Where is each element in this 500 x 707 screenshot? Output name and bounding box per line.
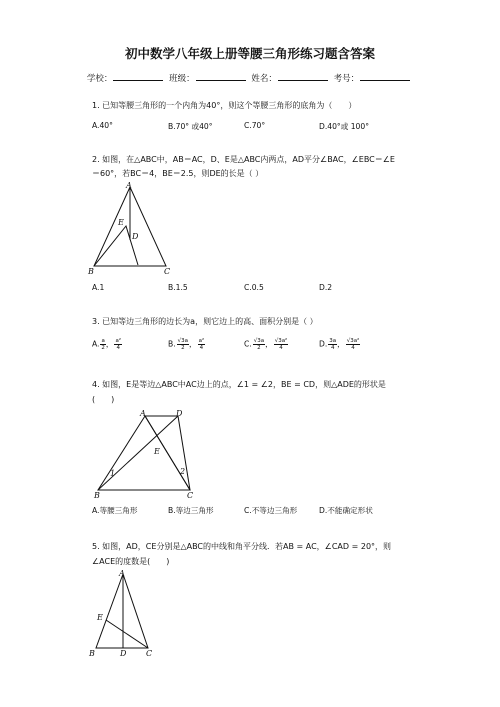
name-label: 姓名： bbox=[251, 74, 277, 84]
fraction-numerator: √3a bbox=[177, 338, 188, 344]
school-blank[interactable] bbox=[113, 71, 163, 81]
fraction-denominator: 4 bbox=[279, 345, 283, 351]
q4-triangle-figure bbox=[88, 408, 200, 500]
q3-stem: 3. 已知等边三角形的边长为a，则它边上的高、面积分别是（ ） bbox=[92, 317, 318, 326]
q3-option-b-letter: B. bbox=[168, 339, 176, 349]
q4-option-a[interactable]: A.等腰三角形 bbox=[92, 506, 138, 515]
q5-label-d: D bbox=[120, 649, 127, 658]
fraction-numerator: a bbox=[101, 338, 105, 344]
q4-option-c[interactable]: C.不等边三角形 bbox=[244, 506, 298, 515]
q4-stem-line2: ( ) bbox=[92, 395, 115, 404]
q4-label-d: D bbox=[176, 409, 183, 418]
q3-option-b-area bbox=[198, 338, 206, 351]
q5-label-c: C bbox=[146, 649, 153, 658]
name-blank[interactable] bbox=[278, 71, 328, 81]
fraction-denominator: 2 bbox=[257, 345, 261, 351]
q1-option-b[interactable]: B.70° 或40° bbox=[168, 122, 213, 131]
q5-label-e: E bbox=[97, 613, 103, 622]
q3-option-d-height bbox=[328, 338, 337, 351]
separator: ， bbox=[265, 339, 273, 349]
student-info-line bbox=[0, 71, 500, 84]
separator: ， bbox=[105, 339, 114, 349]
q3-option-d-area bbox=[346, 338, 361, 351]
q2-stem-line1: 2. 如图，在△ABC中，AB＝AC，D、E是△ABC内两点，AD平分∠BAC，∠EBC＝∠E bbox=[92, 155, 395, 164]
fraction-numerator: a² bbox=[198, 338, 205, 344]
q3-option-c-area bbox=[274, 338, 289, 351]
separator: ， bbox=[337, 339, 345, 349]
q3-option-c-letter: C. bbox=[244, 339, 252, 349]
q3-option-d[interactable] bbox=[319, 338, 360, 351]
q4-option-b[interactable]: B.等边三角形 bbox=[168, 506, 214, 515]
q3-option-c-height bbox=[253, 338, 265, 351]
fraction-denominator: 2 bbox=[181, 345, 185, 351]
class-label: 班级： bbox=[169, 74, 195, 84]
q2-label-a: A bbox=[126, 181, 132, 190]
q2-option-d[interactable]: D.2 bbox=[319, 283, 333, 292]
q1-option-d[interactable]: D.40°或 100° bbox=[319, 122, 370, 131]
q2-stem-line2: ＝60°，若BC＝4，BE＝2.5，则DE的长是（ ） bbox=[92, 169, 264, 178]
q4-label-b: B bbox=[94, 491, 100, 500]
fraction-numerator: 3a bbox=[329, 338, 337, 344]
q3-option-a-area bbox=[114, 338, 122, 351]
fraction-numerator: √3a bbox=[253, 338, 265, 344]
fraction-denominator: 4 bbox=[330, 345, 335, 351]
q3-option-d-letter: D. bbox=[319, 339, 328, 349]
q4-label-c: C bbox=[187, 491, 194, 500]
fraction-numerator: √3a² bbox=[274, 338, 288, 344]
q4-label-e: E bbox=[154, 447, 160, 456]
q3-option-a[interactable] bbox=[92, 338, 122, 351]
page-title: 初中数学八年级上册等腰三角形练习题含答案 bbox=[124, 46, 375, 61]
q1-option-a[interactable]: A.40° bbox=[92, 121, 113, 130]
q3-option-b-height bbox=[177, 338, 189, 351]
q1-stem: 1. 已知等腰三角形的一个内角为40°，则这个等腰三角形的底角为（ ） bbox=[92, 101, 357, 110]
fraction-numerator: √3a² bbox=[346, 338, 360, 344]
number-label: 考号： bbox=[333, 74, 360, 84]
q3-option-a-letter: A. bbox=[92, 339, 100, 349]
fraction-numerator: a² bbox=[115, 338, 122, 344]
q5-stem-line2: ∠ACE的度数是( ) bbox=[92, 557, 170, 566]
fraction-denominator: 4 bbox=[351, 345, 355, 351]
q3-option-c[interactable] bbox=[244, 338, 288, 351]
q5-label-b: B bbox=[89, 649, 95, 658]
q5-triangle-figure bbox=[86, 568, 164, 660]
fraction-denominator: 4 bbox=[199, 345, 204, 351]
q4-stem-line1: 4. 如图，E是等边△ABC中AC边上的点，∠1 = ∠2，BE = CD，则△ADE的形状是 bbox=[92, 380, 386, 389]
q2-label-d: D bbox=[132, 232, 139, 241]
q4-option-d[interactable]: D.不能确定形状 bbox=[319, 506, 373, 515]
q2-option-a[interactable]: A.1 bbox=[92, 283, 105, 292]
fraction-denominator: 4 bbox=[116, 345, 120, 351]
school-label: 学校： bbox=[86, 74, 113, 84]
q2-label-c: C bbox=[164, 267, 171, 276]
q4-label-2: 2 bbox=[180, 467, 186, 476]
q2-option-b[interactable]: B.1.5 bbox=[168, 283, 188, 292]
q1-option-c[interactable]: C.70° bbox=[244, 121, 266, 130]
q5-stem-line1: 5. 如图，AD，CE分别是△ABC的中线和角平分线．若AB = AC，∠CAD = 20°，则 bbox=[92, 542, 392, 551]
q2-triangle-figure bbox=[86, 180, 176, 276]
class-blank[interactable] bbox=[196, 71, 246, 81]
number-blank[interactable] bbox=[360, 71, 410, 81]
q2-label-e: E bbox=[118, 218, 124, 227]
q2-option-c[interactable]: C.0.5 bbox=[244, 283, 264, 292]
q2-label-b: B bbox=[88, 267, 94, 276]
q5-label-a: A bbox=[119, 569, 125, 578]
q3-option-b[interactable] bbox=[168, 338, 205, 351]
q4-label-a: A bbox=[140, 409, 146, 418]
fraction-denominator: 2 bbox=[101, 345, 105, 351]
q4-label-1: 1 bbox=[110, 469, 116, 478]
separator: ， bbox=[189, 339, 197, 349]
